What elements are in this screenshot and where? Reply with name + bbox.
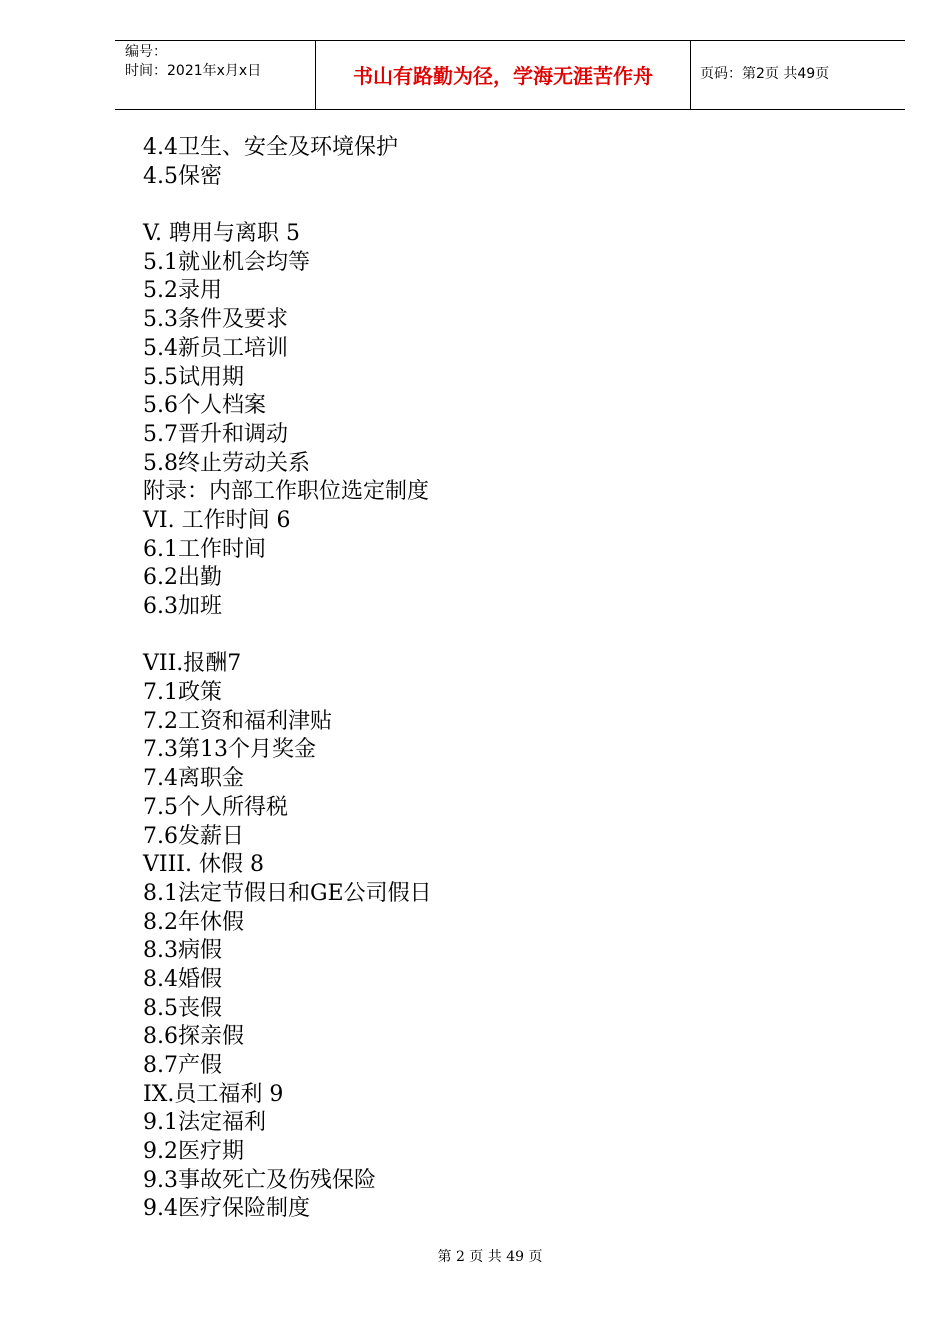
toc-line: 5.5试用期 — [143, 364, 244, 390]
toc-line: 6.2出勤 — [143, 565, 222, 591]
table-of-contents — [143, 134, 843, 1224]
toc-line: 7.1政策 — [143, 680, 222, 706]
toc-line: 5.4新员工培训 — [143, 335, 288, 361]
header-motto-cell — [315, 41, 691, 109]
toc-line: 7.5个人所得税 — [143, 794, 288, 820]
toc-line: 9.2医疗期 — [143, 1139, 244, 1165]
page-footer: 第 2 页 共 49 页 — [437, 1249, 543, 1265]
toc-line: VIII. 休假 8 — [143, 852, 264, 878]
toc-line: 5.2录用 — [143, 278, 222, 304]
toc-line: 5.7晋升和调动 — [143, 421, 288, 447]
toc-line: 6.1工作时间 — [143, 536, 266, 562]
toc-line: 8.6探亲假 — [143, 1024, 244, 1050]
toc-blank-line — [143, 622, 843, 651]
toc-line: IX.员工福利 9 — [143, 1081, 284, 1107]
toc-line: V. 聘用与离职 5 — [143, 221, 301, 247]
header-meta — [115, 41, 315, 109]
toc-line: 8.7产假 — [143, 1053, 222, 1078]
toc-line: 8.1法定节假日和GE公司假日 — [143, 880, 432, 906]
toc-line: 5.3条件及要求 — [143, 307, 288, 333]
toc-line: 9.1法定福利 — [143, 1110, 266, 1136]
toc-line: 5.8终止劳动关系 — [143, 450, 310, 476]
toc-line: 7.2工资和福利津贴 — [143, 708, 332, 734]
toc-line: 7.3第13个月奖金 — [143, 737, 316, 763]
toc-line: 8.4婚假 — [143, 966, 222, 992]
toc-line: 8.3病假 — [143, 938, 222, 964]
page-info: 页码：第2页 共49页 — [700, 66, 830, 82]
toc-blank-line — [143, 191, 843, 220]
toc-line: 9.3事故死亡及伤残保险 — [143, 1167, 376, 1193]
motto-text: 书山有路勤为径，学海无涯苦作舟 — [353, 64, 653, 88]
page-header — [115, 40, 905, 110]
toc-line: 附录：内部工作职位选定制度 — [143, 479, 430, 505]
toc-line: 9.4医疗保险制度 — [143, 1196, 310, 1222]
toc-line: 7.4离职金 — [143, 766, 244, 792]
toc-line: 5.1就业机会均等 — [143, 249, 310, 275]
document-number: 编号： — [125, 44, 167, 60]
toc-line: 8.2年休假 — [143, 909, 244, 935]
toc-line: 4.5保密 — [143, 163, 222, 189]
toc-line: 5.6个人档案 — [143, 393, 266, 419]
header-page-cell — [690, 41, 905, 109]
toc-line: 4.4卫生、安全及环境保护 — [143, 135, 398, 160]
toc-line: VII.报酬7 — [143, 651, 242, 677]
toc-line: 6.3加班 — [143, 594, 222, 619]
toc-line: 7.6发薪日 — [143, 823, 244, 849]
toc-line: 8.5丧假 — [143, 995, 222, 1021]
toc-line: VI. 工作时间 6 — [143, 507, 291, 533]
document-time: 时间：2021年x月x日 — [125, 63, 262, 79]
